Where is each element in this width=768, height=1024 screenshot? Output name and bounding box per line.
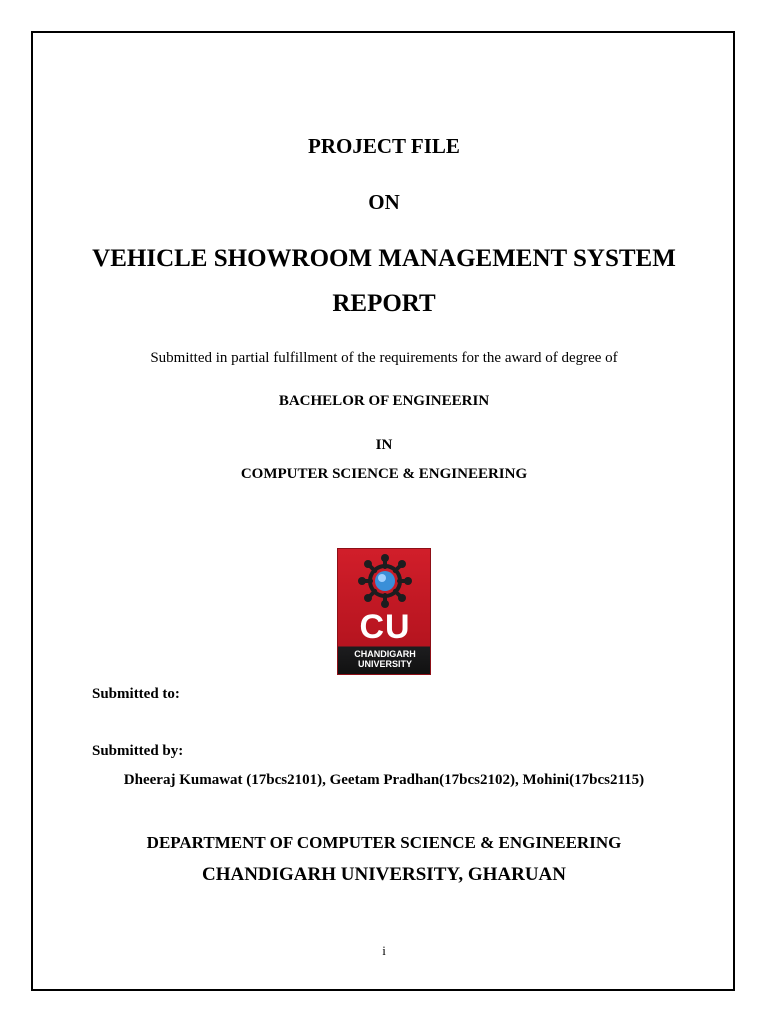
degree-name: BACHELOR OF ENGINEERIN [278,393,490,409]
report-title-line2: REPORT [332,290,436,317]
project-file-heading: PROJECT FILE [308,134,460,158]
report-title-line1: VEHICLE SHOWROOM MANAGEMENT SYSTEM [92,245,676,272]
page-number: i [382,943,386,958]
submitted-by-label: Submitted by: [92,743,184,759]
department-name: DEPARTMENT OF COMPUTER SCIENCE & ENGINEERING [146,833,622,852]
branch-name: COMPUTER SCIENCE & ENGINEERING [240,466,528,482]
logo-abbreviation: CU [359,608,411,646]
submission-statement: Submitted in partial fulfillment of the requirements for the award of degree of [150,350,618,366]
university-name: CHANDIGARH UNIVERSITY, GHARUAN [201,864,567,885]
university-logo [337,548,431,675]
logo-name-line2: UNIVERSITY [357,659,412,669]
logo-name-line1: CHANDIGARH [354,649,416,659]
on-heading: ON [368,190,400,214]
submitted-to-label: Submitted to: [92,686,180,702]
student-names: Dheeraj Kumawat (17bcs2101), Geetam Pradhan(17bcs2102), Mohini(17bcs2115) [123,772,645,788]
in-label: IN [375,437,393,453]
